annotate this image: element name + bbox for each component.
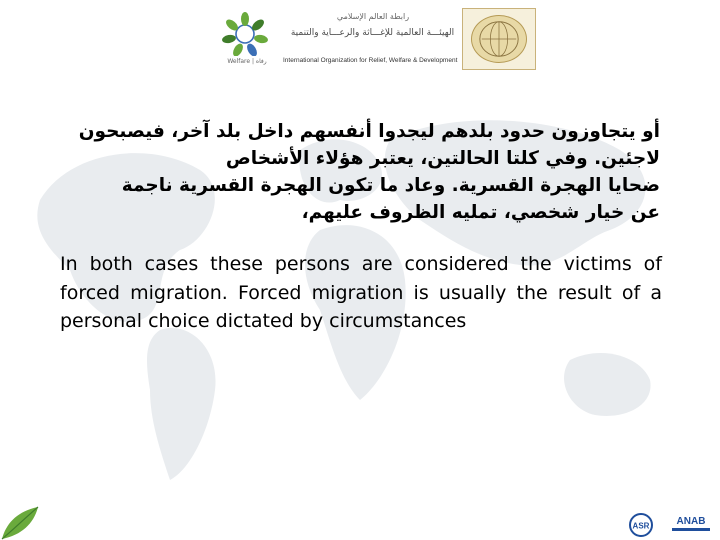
header xyxy=(0,0,720,80)
org-name-arabic: الهيئـــة العالمية للإغـــاثة والرعـــاية والتنمية xyxy=(290,28,455,38)
logo-caption: Welfare | رفاه xyxy=(227,58,267,65)
arabic-line: ضحايا الهجرة القسرية. وعاد ما تكون الهجرة القسرية ناجمة xyxy=(121,175,660,196)
certification-logos xyxy=(628,510,718,540)
organization-badge xyxy=(462,8,536,70)
english-paragraph: In both cases these persons are considered the victims of forced migration. Forced migration is usually the result of a personal choice dictated by circumstances xyxy=(60,253,662,332)
arabic-paragraph xyxy=(60,118,662,226)
arabic-line: عن خيار شخصي، تمليه الظروف عليهم، xyxy=(301,202,660,223)
arabic-line: أو يتجاوزون حدود بلدهم ليجدوا أنفسهم داخل بلد آخر، فيصبحون xyxy=(78,121,660,142)
slide-content xyxy=(60,118,662,336)
anab-logo-icon xyxy=(668,512,714,538)
arabic-line: لاجئين. وفي كلتا الحالتين، يعتبر هؤلاء الأشخاص xyxy=(225,148,660,169)
globe-seal-icon xyxy=(471,15,527,63)
org-parent-name-arabic: رابطة العالم الإسلامي xyxy=(336,12,410,21)
leaf-decoration-icon xyxy=(0,505,42,540)
asr-logo-icon xyxy=(628,512,658,538)
asr-label: ASR xyxy=(632,521,650,531)
org-name-english: International Organization for Relief, Welfare & Development xyxy=(283,57,458,64)
anab-label: ANAB xyxy=(676,516,706,527)
leaf-logo-icon xyxy=(222,12,268,56)
